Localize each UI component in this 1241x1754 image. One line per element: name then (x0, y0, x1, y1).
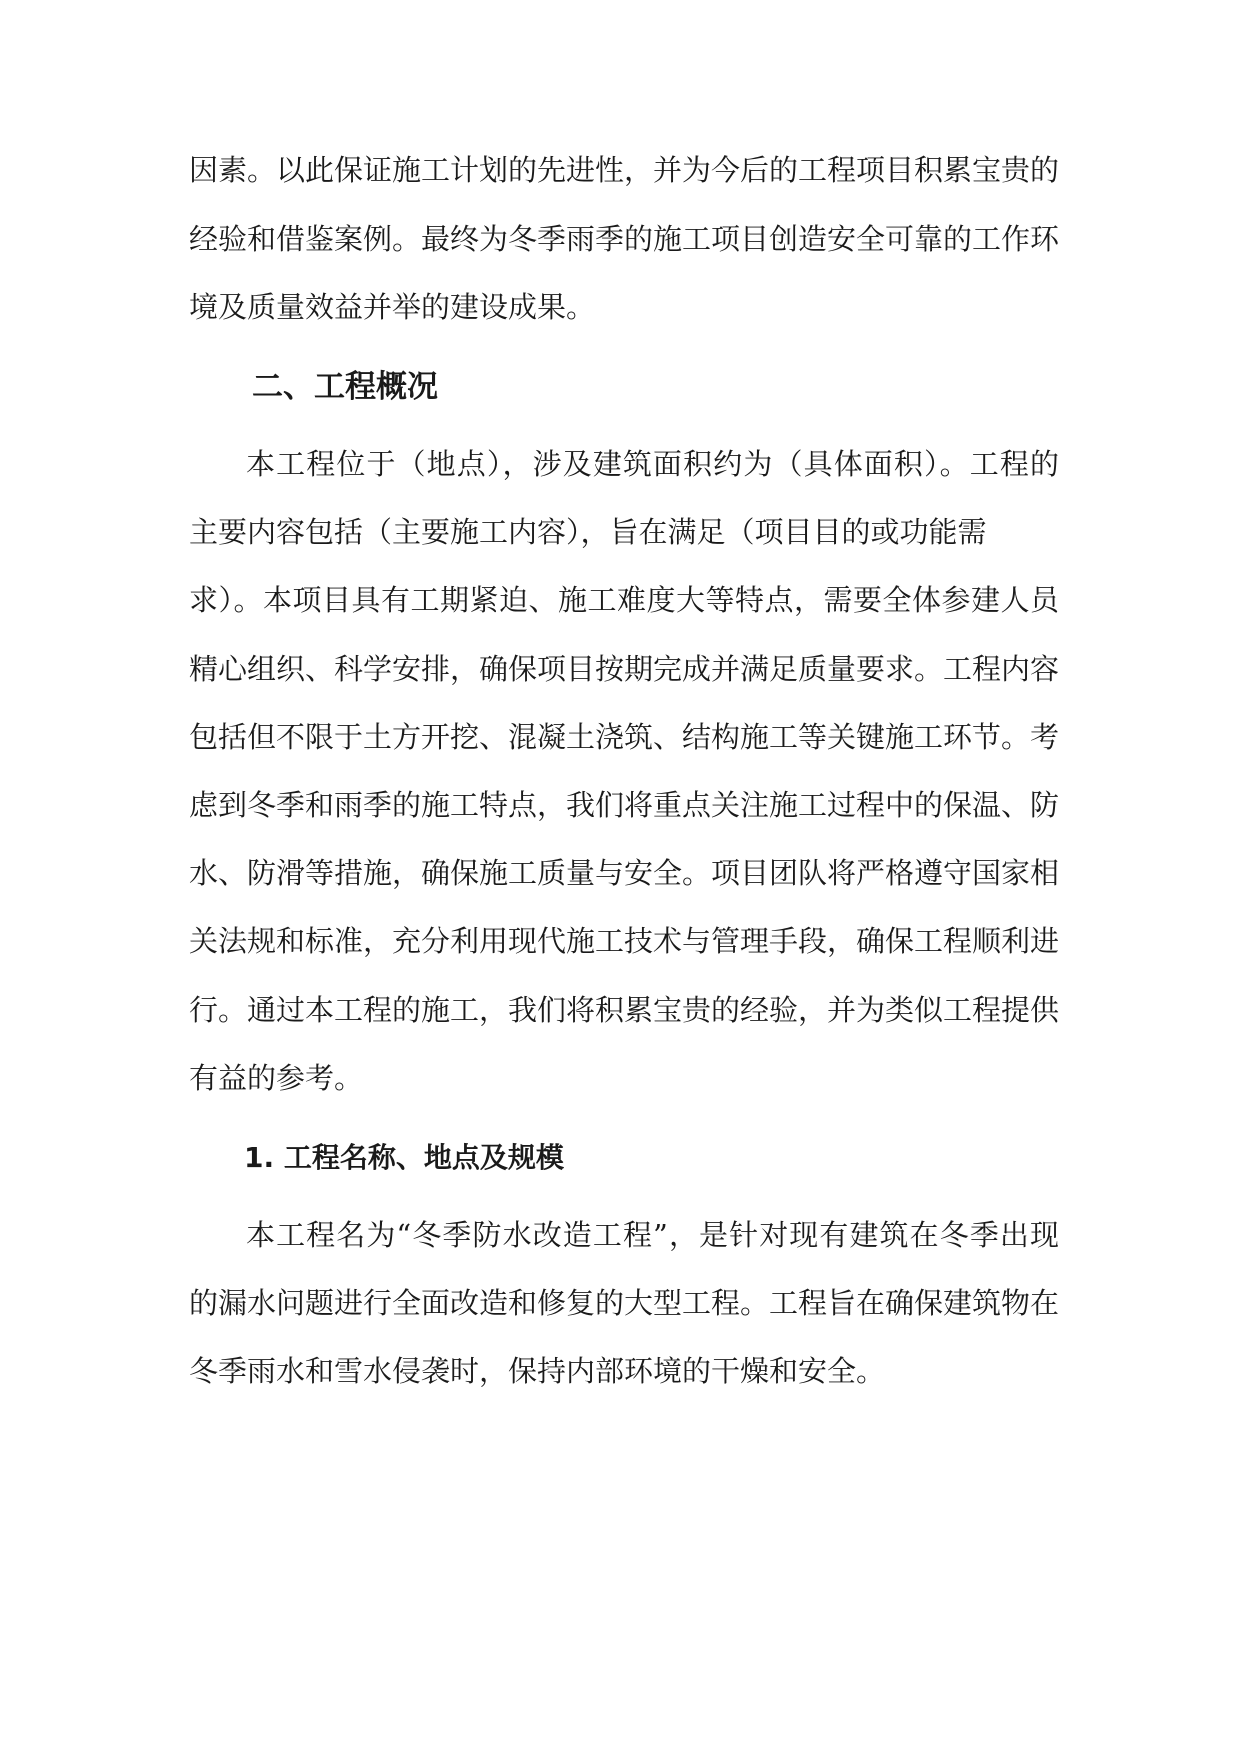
paragraph-line: 经验和借鉴案例。最终为冬季雨季的施工项目创造安全可靠的工作环 (189, 222, 1060, 256)
paragraph-line: 本工程名为“冬季防水改造工程”，是针对现有建筑在冬季出现 (246, 1218, 1059, 1252)
paragraph-line: 虑到冬季和雨季的施工特点，我们将重点关注施工过程中的保温、防 (189, 788, 1060, 822)
paragraph-line: 关法规和标准，充分利用现代施工技术与管理手段，确保工程顺利进 (189, 924, 1060, 958)
paragraph-line: 有益的参考。 (189, 1061, 364, 1095)
paragraph-line: 行。通过本工程的施工，我们将积累宝贵的经验，并为类似工程提供 (189, 993, 1060, 1027)
paragraph-line: 的漏水问题进行全面改造和修复的大型工程。工程旨在确保建筑物在 (189, 1286, 1060, 1320)
paragraph-line: 主要内容包括（主要施工内容），旨在满足（项目目的或功能需 (189, 515, 987, 549)
paragraph-line: 求）。本项目具有工期紧迫、施工难度大等特点，需要全体参建人员 (189, 583, 1059, 617)
paragraph-line: 本工程位于（地点），涉及建筑面积约为（具体面积）。工程的 (246, 447, 1059, 481)
subsection-heading: 1. 工程名称、地点及规模 (244, 1141, 564, 1174)
paragraph-line: 因素。以此保证施工计划的先进性，并为今后的工程项目积累宝贵的 (189, 153, 1060, 187)
paragraph-line: 精心组织、科学安排，确保项目按期完成并满足质量要求。工程内容 (189, 652, 1060, 686)
section-heading: 二、工程概况 (252, 369, 438, 405)
paragraph-line: 冬季雨水和雪水侵袭时，保持内部环境的干燥和安全。 (189, 1354, 886, 1388)
paragraph-line: 境及质量效益并举的建设成果。 (189, 290, 596, 324)
paragraph-line: 水、防滑等措施，确保施工质量与安全。项目团队将严格遵守国家相 (189, 856, 1060, 890)
paragraph-line: 包括但不限于土方开挖、混凝土浇筑、结构施工等关键施工环节。考 (189, 720, 1060, 754)
